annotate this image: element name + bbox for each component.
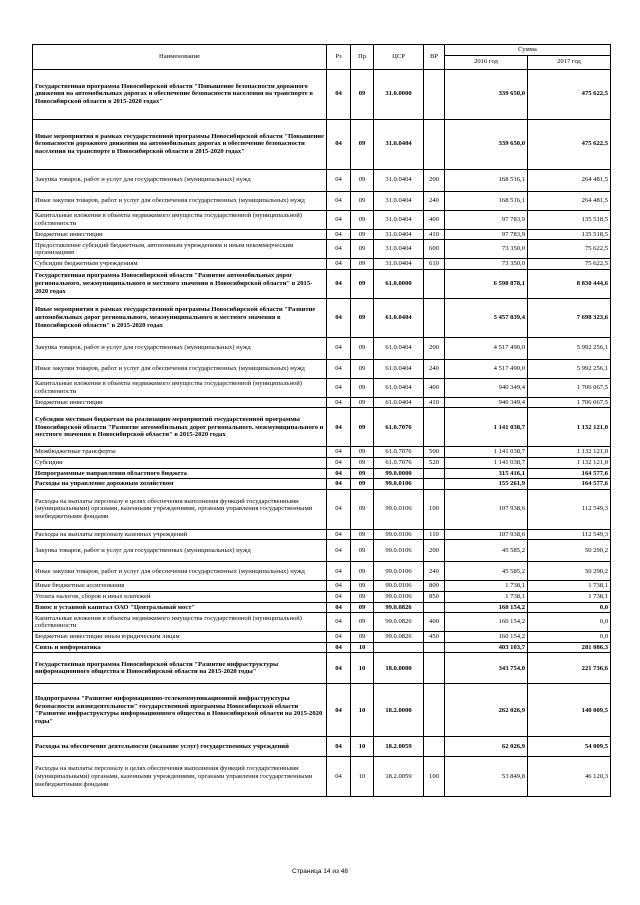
cell-vr: 240	[424, 562, 445, 581]
cell-2016: 62 026,9	[445, 737, 528, 757]
cell-name: Закупка товаров, работ и услуг для государственных (муниципальных) нужд	[33, 540, 327, 562]
cell-rz: 04	[327, 632, 351, 643]
cell-name: Уплата налогов, сборов и иных платежей	[33, 591, 327, 602]
cell-2017: 264 481,5	[528, 191, 611, 210]
cell-pr: 09	[351, 562, 374, 581]
cell-2017: 221 736,6	[528, 653, 611, 684]
cell-rz: 04	[327, 191, 351, 210]
cell-2017: 0,0	[528, 602, 611, 613]
table-row	[33, 229, 611, 240]
cell-rz: 04	[327, 602, 351, 613]
cell-2017: 46 120,3	[528, 757, 611, 797]
header-csr: ЦСР	[374, 45, 424, 70]
cell-2016: 73 350,0	[445, 240, 528, 259]
cell-csr: 99.0.0826	[374, 613, 424, 632]
cell-vr: 500	[424, 447, 445, 458]
cell-pr: 09	[351, 489, 374, 529]
table-row	[33, 529, 611, 540]
cell-pr: 09	[351, 337, 374, 359]
cell-rz: 04	[327, 562, 351, 581]
cell-name: Государственная программа Новосибирской области "Развитие автомобильных дорог регионального, межмуниципального и местного значения в Новосибирской области" в 2015-2020 годах	[33, 269, 327, 298]
table-row	[33, 397, 611, 408]
cell-2016: 1 141 038,7	[445, 447, 528, 458]
cell-2017: 50 290,2	[528, 562, 611, 581]
cell-name: Подпрограмма "Развитие информационно-телекоммуникационной инфраструктуры безопасности жизнедеятельности" государственной программы Новосибирской области "Развитие инфраструктуры информационного общества в Новосибирской области на 2015-2020 годы"	[33, 684, 327, 737]
cell-2016: 1 141 038,7	[445, 457, 528, 468]
cell-name: Расходы на выплаты персоналу в целях обеспечения выполнения функций государственными (муниципальными) органами, казенными учреждениями, органами управления государственными внебюджетными фондами	[33, 489, 327, 529]
cell-vr: 400	[424, 210, 445, 229]
table-row	[33, 540, 611, 562]
cell-pr: 09	[351, 479, 374, 490]
table-row	[33, 259, 611, 270]
cell-csr: 31.0.0404	[374, 169, 424, 191]
cell-name: Государственная программа Новосибирской области "Повышение безопасности дорожного движения на автомобильных дорогах и обеспечение безопасности населения на транспорте в Новосибирской области в 2015-2020 годах"	[33, 69, 327, 119]
cell-rz: 04	[327, 447, 351, 458]
cell-pr: 09	[351, 602, 374, 613]
cell-csr: 99.0.0826	[374, 632, 424, 643]
cell-rz: 04	[327, 359, 351, 378]
cell-2017: 112 549,3	[528, 529, 611, 540]
table-row	[33, 447, 611, 458]
cell-name: Капитальные вложения в объекты недвижимого имущества государственной (муниципальной) собственности	[33, 210, 327, 229]
cell-rz: 04	[327, 642, 351, 653]
cell-vr: 410	[424, 397, 445, 408]
cell-pr: 09	[351, 591, 374, 602]
cell-2016: 339 650,0	[445, 69, 528, 119]
cell-csr: 99.0.0106	[374, 581, 424, 592]
cell-rz: 04	[327, 540, 351, 562]
cell-2016: 107 938,6	[445, 529, 528, 540]
cell-csr: 61.0.0404	[374, 397, 424, 408]
page-number: Страница 14 из 48	[292, 868, 348, 875]
cell-2017: 135 518,5	[528, 210, 611, 229]
cell-name: Капитальные вложения в объекты недвижимого имущества государственной (муниципальной) собственности	[33, 378, 327, 397]
cell-2017: 75 622,5	[528, 240, 611, 259]
cell-2016: 168 516,1	[445, 169, 528, 191]
cell-2016: 45 585,2	[445, 562, 528, 581]
cell-2016: 315 416,1	[445, 468, 528, 479]
cell-pr: 10	[351, 684, 374, 737]
cell-csr: 99.0.0826	[374, 602, 424, 613]
cell-2016: 97 783,9	[445, 229, 528, 240]
cell-2016: 5 457 839,4	[445, 298, 528, 337]
cell-name: Взнос в уставной капитал ОАО "Центральный мост"	[33, 602, 327, 613]
cell-name: Непрограммные направления областного бюджета	[33, 468, 327, 479]
cell-pr: 09	[351, 298, 374, 337]
table-row	[33, 468, 611, 479]
cell-2016: 403 103,7	[445, 642, 528, 653]
cell-csr: 61.0.7076	[374, 457, 424, 468]
cell-csr: 99.0.0106	[374, 479, 424, 490]
cell-2017: 164 577,6	[528, 468, 611, 479]
cell-name: Закупка товаров, работ и услуг для государственных (муниципальных) нужд	[33, 337, 327, 359]
cell-vr: 450	[424, 632, 445, 643]
cell-pr: 10	[351, 653, 374, 684]
cell-2017: 1 738,1	[528, 591, 611, 602]
cell-2016: 160 154,2	[445, 602, 528, 613]
cell-2017: 5 992 256,1	[528, 337, 611, 359]
cell-csr: 31.0.0000	[374, 69, 424, 119]
cell-pr: 09	[351, 457, 374, 468]
cell-pr: 10	[351, 642, 374, 653]
table-row	[33, 337, 611, 359]
table-row	[33, 378, 611, 397]
cell-rz: 04	[327, 397, 351, 408]
table-row	[33, 562, 611, 581]
table-row	[33, 591, 611, 602]
cell-name: Расходы на выплаты персоналу в целях обеспечения выполнения функций государственными (муниципальными) органами, казенными учреждениями, органами управления государственными внебюджетными фондами	[33, 757, 327, 797]
cell-csr: 18.2.0000	[374, 684, 424, 737]
cell-2017: 135 518,5	[528, 229, 611, 240]
cell-2017: 0,0	[528, 613, 611, 632]
cell-name: Расходы на обеспечение деятельности (оказание услуг) государственных учреждений	[33, 737, 327, 757]
cell-name: Субсидии	[33, 457, 327, 468]
table-row	[33, 408, 611, 447]
cell-rz: 04	[327, 613, 351, 632]
cell-2017: 1 132 121,0	[528, 408, 611, 447]
cell-2017: 1 738,1	[528, 581, 611, 592]
cell-rz: 04	[327, 757, 351, 797]
cell-rz: 04	[327, 259, 351, 270]
cell-2017: 264 481,5	[528, 169, 611, 191]
cell-2017: 475 622,5	[528, 119, 611, 169]
cell-2017: 0,0	[528, 632, 611, 643]
cell-name: Иные закупки товаров, работ и услуг для обеспечения государственных (муниципальных) нужд	[33, 359, 327, 378]
table-row	[33, 632, 611, 643]
table-row	[33, 479, 611, 490]
cell-2017: 1 706 067,5	[528, 397, 611, 408]
cell-pr: 09	[351, 210, 374, 229]
table-row	[33, 757, 611, 797]
cell-rz: 04	[327, 457, 351, 468]
cell-name: Бюджетные инвестиции иным юридическим лицам	[33, 632, 327, 643]
cell-csr: 18.0.0000	[374, 653, 424, 684]
cell-rz: 04	[327, 69, 351, 119]
cell-2017: 112 549,3	[528, 489, 611, 529]
cell-vr: 600	[424, 240, 445, 259]
cell-rz: 04	[327, 269, 351, 298]
cell-pr: 09	[351, 529, 374, 540]
cell-vr	[424, 408, 445, 447]
cell-pr: 09	[351, 632, 374, 643]
cell-pr: 09	[351, 468, 374, 479]
cell-rz: 04	[327, 581, 351, 592]
cell-name: Государственная программа Новосибирской области "Развитие инфраструктуры информационного общества в Новосибирской области на 2015-2020 годы"	[33, 653, 327, 684]
cell-2017: 1 706 067,5	[528, 378, 611, 397]
cell-name: Бюджетные инвестиции	[33, 229, 327, 240]
cell-2016: 160 154,2	[445, 632, 528, 643]
cell-csr: 31.0.0404	[374, 210, 424, 229]
cell-pr: 09	[351, 229, 374, 240]
cell-pr: 09	[351, 119, 374, 169]
cell-name: Расходы на управление дорожным хозяйством	[33, 479, 327, 490]
cell-vr: 400	[424, 378, 445, 397]
cell-rz: 04	[327, 737, 351, 757]
cell-csr: 61.0.0404	[374, 337, 424, 359]
header-2016: 2016 год	[445, 55, 528, 69]
table-row	[33, 613, 611, 632]
header-name: Наименование	[33, 45, 327, 70]
table-row	[33, 210, 611, 229]
cell-pr: 09	[351, 191, 374, 210]
cell-2016: 107 938,6	[445, 489, 528, 529]
cell-csr: 31.0.0404	[374, 240, 424, 259]
cell-name: Закупка товаров, работ и услуг для государственных (муниципальных) нужд	[33, 169, 327, 191]
cell-2017: 50 290,2	[528, 540, 611, 562]
cell-vr: 100	[424, 757, 445, 797]
cell-vr: 800	[424, 581, 445, 592]
cell-pr: 09	[351, 397, 374, 408]
budget-table	[32, 44, 611, 797]
cell-vr: 240	[424, 191, 445, 210]
cell-rz: 04	[327, 489, 351, 529]
cell-pr: 09	[351, 408, 374, 447]
cell-csr: 31.0.0404	[374, 119, 424, 169]
cell-name: Капитальные вложения в объекты недвижимого имущества государственной (муниципальной) собственности	[33, 613, 327, 632]
cell-vr: 400	[424, 613, 445, 632]
cell-pr: 09	[351, 269, 374, 298]
cell-vr	[424, 653, 445, 684]
table-row	[33, 359, 611, 378]
cell-rz: 04	[327, 479, 351, 490]
cell-vr: 110	[424, 529, 445, 540]
cell-rz: 04	[327, 684, 351, 737]
cell-name: Иные мероприятия в рамках государственной программы Новосибирской области "Повышение безопасности дорожного движения на автомобильных дорогах и обеспечение безопасности населения на транспорте в Новосибирской области в 2015-2020 годах"	[33, 119, 327, 169]
cell-vr	[424, 737, 445, 757]
cell-name: Расходы на выплаты персоналу казенных учреждений	[33, 529, 327, 540]
cell-vr	[424, 602, 445, 613]
table-row	[33, 191, 611, 210]
cell-name: Иные бюджетные ассигнования	[33, 581, 327, 592]
cell-2017: 281 086,3	[528, 642, 611, 653]
cell-vr	[424, 642, 445, 653]
cell-name: Предоставление субсидий бюджетным, автономным учреждениям и иным некоммерческим организациям	[33, 240, 327, 259]
cell-name: Субсидии местным бюджетам на реализацию мероприятий государственной программы Новосибирской области "Развитие автомобильных дорог регионального, межмуниципального и местного значения в Новосибирской области" в 2015-2020 годах	[33, 408, 327, 447]
cell-name: Бюджетные инвестиции	[33, 397, 327, 408]
header-2017: 2017 год	[528, 55, 611, 69]
cell-2016: 343 754,0	[445, 653, 528, 684]
table-row	[33, 642, 611, 653]
cell-2016: 155 261,9	[445, 479, 528, 490]
cell-2017: 140 009,5	[528, 684, 611, 737]
cell-vr: 240	[424, 359, 445, 378]
cell-2016: 73 350,0	[445, 259, 528, 270]
table-row	[33, 581, 611, 592]
table-row	[33, 119, 611, 169]
cell-rz: 04	[327, 378, 351, 397]
cell-pr: 09	[351, 581, 374, 592]
table-row	[33, 737, 611, 757]
cell-2016: 940 349,4	[445, 378, 528, 397]
cell-vr	[424, 69, 445, 119]
cell-csr: 61.0.0404	[374, 378, 424, 397]
cell-rz: 04	[327, 653, 351, 684]
cell-2017: 1 132 121,0	[528, 457, 611, 468]
cell-vr: 200	[424, 337, 445, 359]
cell-vr	[424, 119, 445, 169]
table-row	[33, 653, 611, 684]
header-rz: Рз	[327, 45, 351, 70]
cell-csr: 61.0.7076	[374, 408, 424, 447]
header-vr: ВР	[424, 45, 445, 70]
table-row	[33, 489, 611, 529]
cell-csr: 99.0.0106	[374, 562, 424, 581]
cell-csr: 61.0.7076	[374, 447, 424, 458]
table-row	[33, 684, 611, 737]
cell-name: Иные мероприятия в рамках государственной программы Новосибирской области "Развитие автомобильных дорог регионального, межмуниципального и местного значения в Новосибирской области" в 2015-2020 годах	[33, 298, 327, 337]
cell-2016: 262 026,9	[445, 684, 528, 737]
cell-csr	[374, 642, 424, 653]
cell-csr: 61.0.0404	[374, 298, 424, 337]
cell-rz: 04	[327, 408, 351, 447]
table-row	[33, 69, 611, 119]
cell-rz: 04	[327, 210, 351, 229]
cell-pr: 09	[351, 378, 374, 397]
cell-csr: 18.2.0059	[374, 737, 424, 757]
cell-pr: 09	[351, 613, 374, 632]
cell-name: Иные закупки товаров, работ и услуг для обеспечения государственных (муниципальных) нужд	[33, 191, 327, 210]
cell-pr: 09	[351, 240, 374, 259]
cell-rz: 04	[327, 468, 351, 479]
cell-csr: 31.0.0404	[374, 191, 424, 210]
cell-2017: 75 622,5	[528, 259, 611, 270]
cell-vr	[424, 468, 445, 479]
cell-pr: 09	[351, 259, 374, 270]
cell-2016: 1 738,1	[445, 591, 528, 602]
cell-vr: 520	[424, 457, 445, 468]
cell-csr: 99.0.0106	[374, 591, 424, 602]
cell-rz: 04	[327, 337, 351, 359]
cell-vr	[424, 479, 445, 490]
cell-2016: 4 517 490,0	[445, 337, 528, 359]
cell-csr: 99.0.0000	[374, 468, 424, 479]
cell-pr: 09	[351, 169, 374, 191]
cell-pr: 09	[351, 69, 374, 119]
cell-2016: 45 585,2	[445, 540, 528, 562]
table-row	[33, 240, 611, 259]
cell-vr: 200	[424, 169, 445, 191]
cell-rz: 04	[327, 229, 351, 240]
cell-pr: 09	[351, 540, 374, 562]
cell-2016: 1 141 038,7	[445, 408, 528, 447]
cell-vr	[424, 269, 445, 298]
table-row	[33, 269, 611, 298]
cell-2017: 475 622,5	[528, 69, 611, 119]
cell-pr: 09	[351, 447, 374, 458]
cell-rz: 04	[327, 591, 351, 602]
cell-pr: 10	[351, 757, 374, 797]
cell-2016: 53 849,8	[445, 757, 528, 797]
table-row	[33, 602, 611, 613]
cell-vr: 410	[424, 229, 445, 240]
cell-2016: 339 650,0	[445, 119, 528, 169]
cell-csr: 31.0.0404	[374, 229, 424, 240]
cell-csr: 18.2.0059	[374, 757, 424, 797]
table-row	[33, 169, 611, 191]
cell-2016: 4 517 490,0	[445, 359, 528, 378]
cell-name: Связь и информатика	[33, 642, 327, 653]
cell-vr: 100	[424, 489, 445, 529]
cell-vr: 850	[424, 591, 445, 602]
cell-2017: 164 577,6	[528, 479, 611, 490]
cell-2017: 1 132 121,0	[528, 447, 611, 458]
cell-csr: 31.0.0404	[374, 259, 424, 270]
header-sum: Сумма	[445, 45, 611, 56]
cell-name: Субсидии бюджетным учреждениям	[33, 259, 327, 270]
cell-name: Межбюджетные трансферты	[33, 447, 327, 458]
cell-2016: 160 154,2	[445, 613, 528, 632]
cell-vr: 610	[424, 259, 445, 270]
cell-rz: 04	[327, 240, 351, 259]
cell-2017: 8 830 444,6	[528, 269, 611, 298]
cell-2016: 97 783,9	[445, 210, 528, 229]
cell-2017: 54 009,5	[528, 737, 611, 757]
cell-vr	[424, 298, 445, 337]
cell-csr: 61.0.0000	[374, 269, 424, 298]
table-header	[33, 45, 611, 70]
cell-csr: 99.0.0106	[374, 489, 424, 529]
cell-rz: 04	[327, 529, 351, 540]
cell-csr: 99.0.0106	[374, 540, 424, 562]
table-row	[33, 298, 611, 337]
cell-vr	[424, 684, 445, 737]
cell-rz: 04	[327, 169, 351, 191]
cell-2016: 6 598 878,1	[445, 269, 528, 298]
cell-csr: 61.0.0404	[374, 359, 424, 378]
cell-rz: 04	[327, 298, 351, 337]
cell-2017: 5 992 256,1	[528, 359, 611, 378]
cell-2016: 1 738,1	[445, 581, 528, 592]
cell-pr: 10	[351, 737, 374, 757]
cell-rz: 04	[327, 119, 351, 169]
cell-vr: 200	[424, 540, 445, 562]
header-pr: Пр	[351, 45, 374, 70]
cell-2016: 168 516,1	[445, 191, 528, 210]
table-row	[33, 457, 611, 468]
cell-2017: 7 698 323,6	[528, 298, 611, 337]
table-body	[33, 69, 611, 797]
cell-name: Иные закупки товаров, работ и услуг для обеспечения государственных (муниципальных) нужд	[33, 562, 327, 581]
cell-2016: 940 349,4	[445, 397, 528, 408]
cell-pr: 09	[351, 359, 374, 378]
cell-csr: 99.0.0106	[374, 529, 424, 540]
